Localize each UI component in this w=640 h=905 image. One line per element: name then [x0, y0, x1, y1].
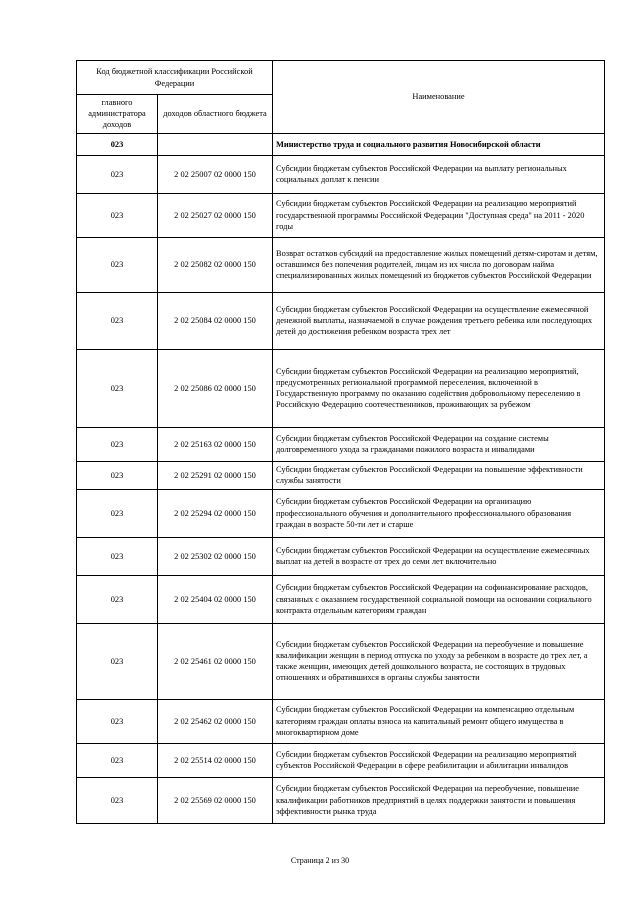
admin-code-cell: 023: [77, 777, 158, 823]
income-code-cell: 2 02 25163 02 0000 150: [158, 427, 273, 461]
header-classification-code: Код бюджетной классификации Российской Федерации: [77, 61, 273, 95]
income-name-cell: Субсидии бюджетам субъектов Российской Федерации на реализацию мероприятий, предусмотренных региональной программой переселения, включенной в Государственную программу по оказанию содействия добровольному переселению в Российскую Федерацию соотечественников, проживающих за рубежом: [273, 349, 605, 427]
page-number: Страница 2 из 30: [290, 856, 350, 865]
admin-code-cell: 023: [77, 537, 158, 575]
table-row: [77, 461, 605, 489]
income-name-cell: Субсидии бюджетам субъектов Российской Федерации на осуществление ежемесячной денежной выплаты, назначаемой в случае рождения третьего ребенка или последующих детей до достижения ребенком возраста трех лет: [273, 292, 605, 349]
ministry-code: 023: [77, 133, 158, 155]
ministry-row: [77, 133, 605, 155]
table-row: [77, 489, 605, 537]
admin-code-cell: 023: [77, 155, 158, 193]
income-name-cell: Субсидии бюджетам субъектов Российской Федерации на компенсацию отдельным категориям граждан оплаты взноса на капитальный ремонт общего имущества в многоквартирном доме: [273, 699, 605, 743]
income-name-cell: Возврат остатков субсидий на предоставление жилых помещений детям-сиротам и детям, оставшимся без попечения родителей, лицам из их числа по договорам найма специализированных жилых помещений из бюджетов субъектов Российской Федерации: [273, 237, 605, 292]
income-code-cell: 2 02 25404 02 0000 150: [158, 575, 273, 623]
table-header-row: [77, 61, 605, 95]
ministry-name: Министерство труда и социального развития Новосибирской области: [273, 133, 605, 155]
admin-code-cell: 023: [77, 623, 158, 699]
ministry-empty-cell: [158, 133, 273, 155]
table-row: [77, 777, 605, 823]
income-name-cell: Субсидии бюджетам субъектов Российской Федерации на повышение эффективности службы занятости: [273, 461, 605, 489]
table-row: [77, 292, 605, 349]
income-code-cell: 2 02 25084 02 0000 150: [158, 292, 273, 349]
admin-code-cell: 023: [77, 489, 158, 537]
admin-code-cell: 023: [77, 461, 158, 489]
table-row: [77, 237, 605, 292]
header-income: доходов областного бюджета: [158, 95, 273, 134]
table-row: [77, 427, 605, 461]
income-name-cell: Субсидии бюджетам субъектов Российской Федерации на создание системы долговременного ухода за гражданами пожилого возраста и инвалидами: [273, 427, 605, 461]
budget-classification-table: [76, 60, 605, 824]
admin-code-cell: 023: [77, 292, 158, 349]
table-row: [77, 575, 605, 623]
income-code-cell: 2 02 25462 02 0000 150: [158, 699, 273, 743]
income-name-cell: Субсидии бюджетам субъектов Российской Федерации на реализацию мероприятий государственной программы Российской Федерации "Доступная среда" на 2011 - 2020 годы: [273, 193, 605, 237]
income-name-cell: Субсидии бюджетам субъектов Российской Федерации на софинансирование расходов, связанных с оказанием государственной социальной помощи на основании социального контракта отдельным категориям граждан: [273, 575, 605, 623]
income-code-cell: 2 02 25082 02 0000 150: [158, 237, 273, 292]
table-row: [77, 623, 605, 699]
admin-code-cell: 023: [77, 699, 158, 743]
income-name-cell: Субсидии бюджетам субъектов Российской Федерации на переобучение и повышение квалификации женщин в период отпуска по уходу за ребенком в возрасте до трех лет, а также женщин, имеющих детей дошкольного возраста, не состоящих в трудовых отношениях и обратившихся в органы службы занятости: [273, 623, 605, 699]
admin-code-cell: 023: [77, 743, 158, 777]
header-name: Наименование: [273, 61, 605, 134]
income-code-cell: 2 02 25027 02 0000 150: [158, 193, 273, 237]
income-code-cell: 2 02 25461 02 0000 150: [158, 623, 273, 699]
table-row: [77, 743, 605, 777]
income-code-cell: 2 02 25294 02 0000 150: [158, 489, 273, 537]
income-code-cell: 2 02 25514 02 0000 150: [158, 743, 273, 777]
admin-code-cell: 023: [77, 193, 158, 237]
income-name-cell: Субсидии бюджетам субъектов Российской Федерации на переобучение, повышение квалификации работников предприятий в целях поддержки занятости и повышения эффективности рынка труда: [273, 777, 605, 823]
table-row: [77, 699, 605, 743]
admin-code-cell: 023: [77, 575, 158, 623]
admin-code-cell: 023: [77, 427, 158, 461]
admin-code-cell: 023: [77, 237, 158, 292]
income-code-cell: 2 02 25291 02 0000 150: [158, 461, 273, 489]
income-code-cell: 2 02 25086 02 0000 150: [158, 349, 273, 427]
income-name-cell: Субсидии бюджетам субъектов Российской Федерации на реализацию мероприятий субъектов Российской Федерации в сфере реабилитации и абилитации инвалидов: [273, 743, 605, 777]
income-code-cell: 2 02 25007 02 0000 150: [158, 155, 273, 193]
table-row: [77, 193, 605, 237]
income-name-cell: Субсидии бюджетам субъектов Российской Федерации на организацию профессионального обучения и дополнительного профессионального образования граждан в возрасте 50-ти лет и старше: [273, 489, 605, 537]
income-name-cell: Субсидии бюджетам субъектов Российской Федерации на осуществление ежемесячных выплат на детей в возрасте от трех до семи лет включительно: [273, 537, 605, 575]
table-row: [77, 537, 605, 575]
income-code-cell: 2 02 25302 02 0000 150: [158, 537, 273, 575]
table-row: [77, 155, 605, 193]
income-code-cell: 2 02 25569 02 0000 150: [158, 777, 273, 823]
income-name-cell: Субсидии бюджетам субъектов Российской Федерации на выплату региональных социальных доплат к пенсии: [273, 155, 605, 193]
admin-code-cell: 023: [77, 349, 158, 427]
table-row: [77, 349, 605, 427]
header-admin: главного администратора доходов: [77, 95, 158, 134]
